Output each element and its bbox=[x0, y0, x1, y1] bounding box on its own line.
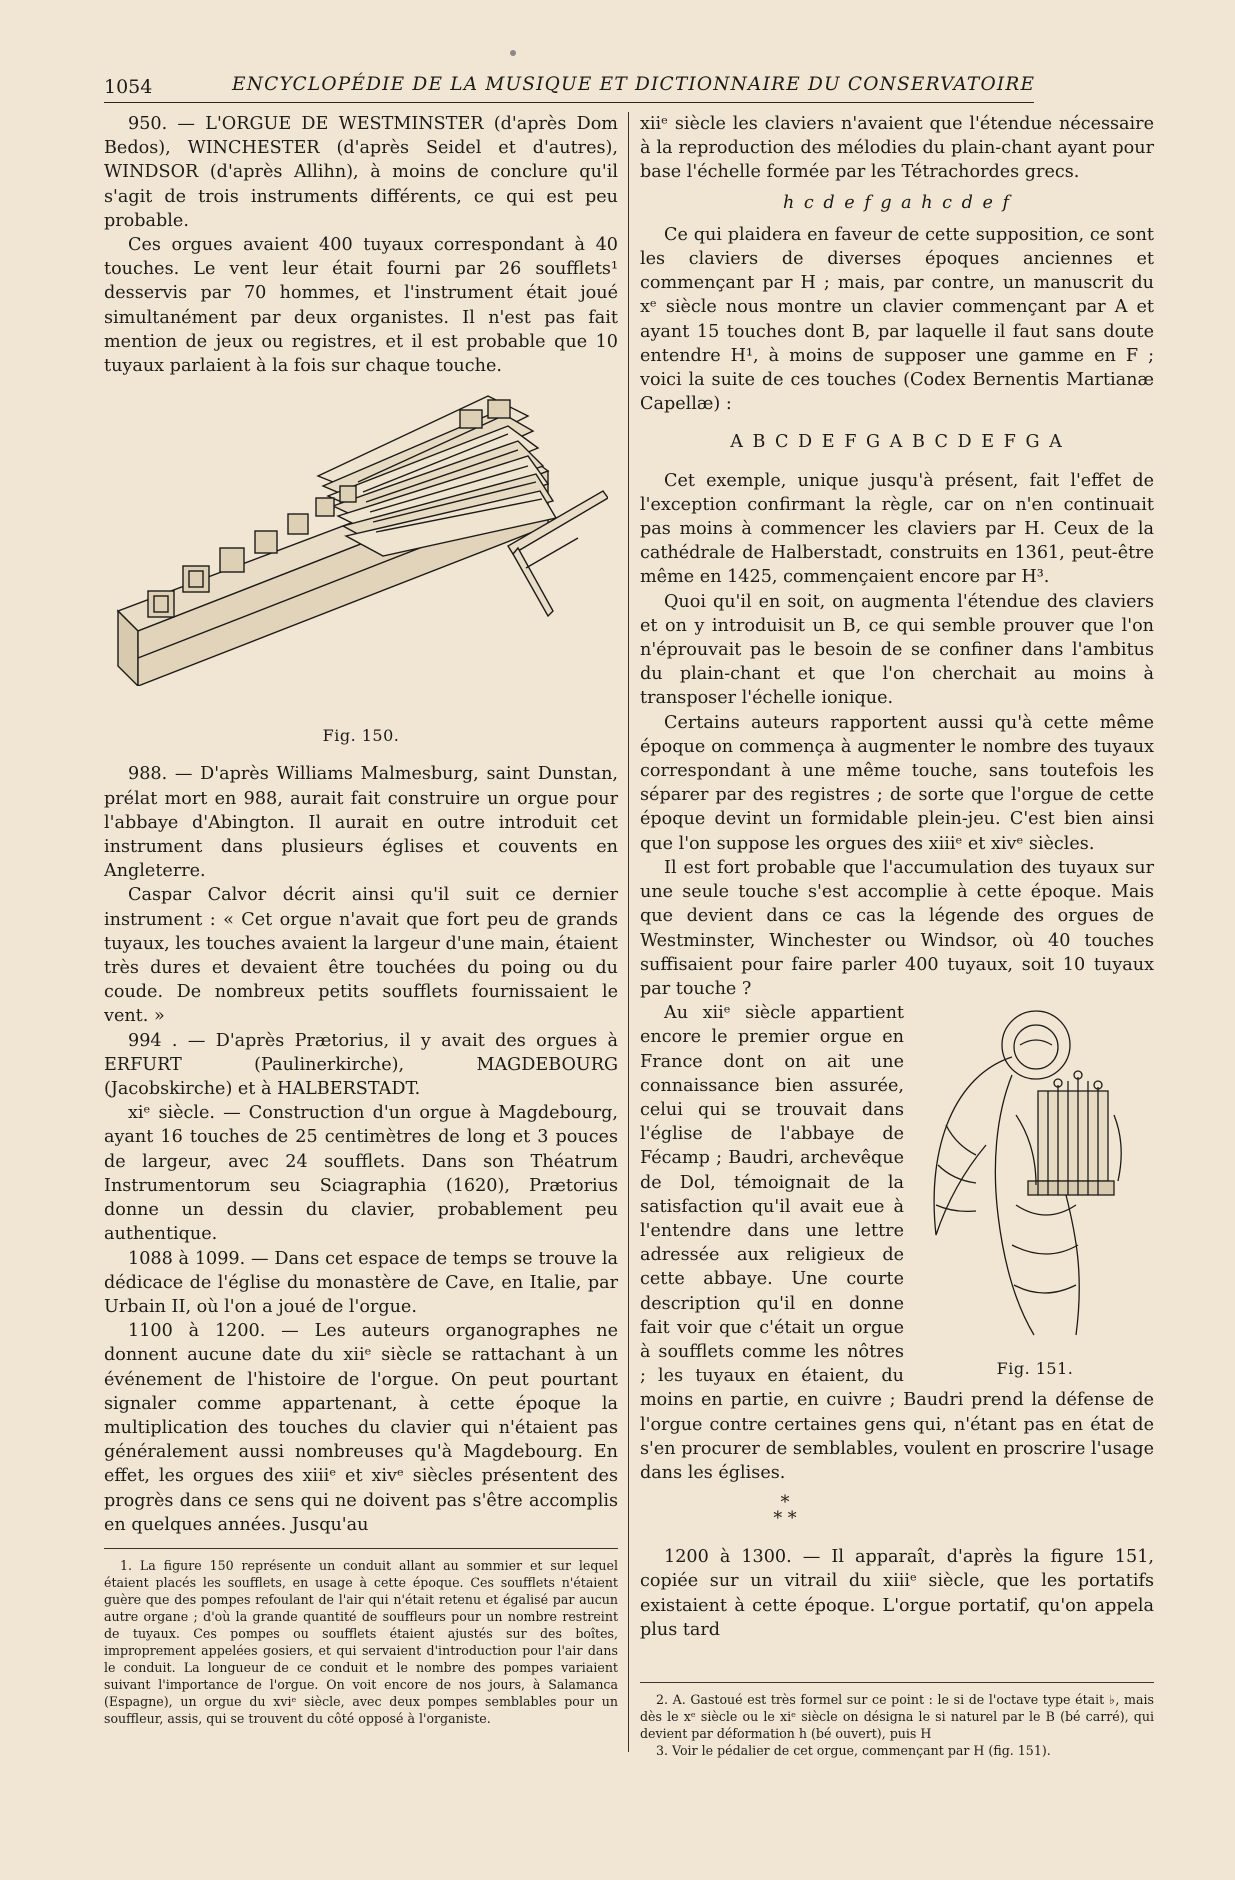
paragraph-994: 994 . — D'après Prætorius, il y avait des orgues à ERFURT (Paulinerkirche), MAGDEBOURG (Jacobskirche) et à HALBERSTADT. bbox=[104, 1030, 618, 1100]
right-column bbox=[640, 112, 1154, 1642]
paragraph-xii-fecamp: Au xiiᵉ siècle appartient encore le premier orgue en France dont on ait une connaissance bien assurée, celui qui se trouvait dans l'église de l'abbaye de Fécamp ; Baudri, archevêque de Dol, témoignait de la satisfaction qu'il avait eue à l'entendre dans une lettre adressée aux religieux de cette abbaye. Une courte description qu'il en donne fait voir que c'était un orgue à soufflets comme les nôtres ; les tuyaux en étaient, du moins en partie, en cuivre ; Baudri prend la défense de l'orgue contre certaines gens qui, n'étant pas en état de s'en procurer de semblables, voulent en proscrire l'usage dans les églises. bbox=[640, 1003, 1154, 1483]
column-divider bbox=[628, 112, 629, 1752]
paragraph-certains: Certains auteurs rapportent aussi qu'à cette même époque on commença à augmenter le nombre des tuyaux correspondant à une même touche, sans toutefois les séparer par des registres ; de sorte que l'orgue de cette époque devint un formidable plein-jeu. C'est bien ainsi que l'on suppose les orgues des xiiiᵉ et xivᵉ siècles. bbox=[640, 712, 1154, 854]
figure-151 bbox=[916, 1005, 1154, 1385]
paragraph-plaidera: Ce qui plaidera en faveur de cette supposition, ce sont les claviers de diverses époques anciennes et commençant par H ; mais, par contre, un manuscrit du xᵉ siècle nous montre un clavier commençant par A et ayant 15 touches dont B, par laquelle il faut sans doute entendre H¹, à moins de supposer une gamme en F ; voici la suite de ces touches (Codex Bernentis Martianæ Capellæ) : bbox=[640, 224, 1154, 415]
organ-bellows-illustration bbox=[108, 386, 608, 686]
ink-mark bbox=[510, 50, 516, 56]
footnotes-right bbox=[640, 1682, 1154, 1759]
paragraph-950-detail: Ces orgues avaient 400 tuyaux correspondant à 40 touches. Le vent leur était fourni par 26 soufflets¹ desservis par 70 hommes, et l'instrument était joué simultanément par deux organistes. Il n'est pas fait mention de jeux ou registres, et il est probable que 10 tuyaux parlaient à la fois sur chaque touche. bbox=[104, 235, 618, 377]
footnote-3: 3. Voir le pédalier de cet orgue, commençant par H (fig. 151). bbox=[656, 1743, 1051, 1758]
footnotes-left bbox=[104, 1548, 618, 1727]
paragraph-950: 950. — L'ORGUE DE WESTMINSTER (d'après Dom Bedos), WINCHESTER (d'après Seidel et d'autres), WINDSOR (d'après Allihn), à moins de conclure qu'il s'agit de trois instruments différents, ce qui est peu probable. bbox=[104, 114, 618, 231]
figure-150 bbox=[104, 386, 618, 718]
footnote-2: 2. A. Gastoué est très formel sur ce point : le si de l'octave type était ♭, mais dès le xᵉ siècle ou le xiᵉ siècle on désigna le si naturel par le B (bé carré), qui devient par déformation h (bé ouvert), puis H bbox=[640, 1692, 1154, 1741]
paragraph-quoi: Quoi qu'il en soit, on augmenta l'étendue des claviers et on y introduisit un B, ce qui semble prouver que l'on n'éprouvait pas le besoin de se confiner dans l'ambitus du plain-chant et que l'on cherchait au moins à transposer l'échelle ionique. bbox=[640, 591, 1154, 709]
fig151-wrap bbox=[640, 1001, 1154, 1642]
footnote-1: 1. La figure 150 représente un conduit allant au sommier et sur lequel étaient placés les soufflets, en usage à cette époque. Ces soufflets n'étaient guère que des pompes refoulant de l'air qui n'était retenu et égalisé par aucun autre organe ; d'où la grande quantité de souffleurs pour un nombre restreint de tuyaux. Ces pompes ou soufflets étaient ajustés sur des boîtes, improprement appelées gosiers, et qui servaient d'introduction pour l'air dans le conduit. La longueur de ce conduit et le nombre des pompes variaient suivant l'importance de l'orgue. On voit encore de nos jours, à Salamanca (Espagne), un orgue du xviᵉ siècle, avec deux pompes semblables pour un souffleur, assis, qui se trouvent du côté opposé à l'organiste. bbox=[104, 1558, 618, 1726]
page-header bbox=[104, 74, 1034, 103]
left-column bbox=[104, 112, 618, 1537]
figure-150-caption: Fig. 150. bbox=[322, 726, 400, 746]
paragraph-988: 988. — D'après Williams Malmesburg, saint Dunstan, prélat mort en 988, aurait fait construire un orgue pour l'abbaye d'Abington. Il aurait en outre introduit cet instrument dans plusieurs églises et couvents en Angleterre. bbox=[104, 764, 618, 882]
paragraph-1200: 1200 à 1300. — Il apparaît, d'après la figure 151, copiée sur un vitrail du xiiiᵉ siècle, que les portatifs existaient à cette époque. L'orgue portatif, qu'on appela plus tard bbox=[640, 1547, 1154, 1640]
page-number: 1054 bbox=[104, 76, 153, 98]
paragraph-exemple: Cet exemple, unique jusqu'à présent, fait l'effet de l'exception confirmant la règle, car on n'en continuait pas moins à commencer les claviers par H. Ceux de la cathédrale de Halberstadt, construits en 1361, peut-être même en 1425, commençaient encore par H³. bbox=[640, 470, 1154, 588]
scale-h-series: h c d e f g a h c d e f bbox=[782, 192, 1011, 213]
angel-portative-organ-illustration bbox=[916, 1005, 1154, 1345]
paragraph-1100: 1100 à 1200. — Les auteurs organographes ne donnent aucune date du xiiᵉ siècle se rattachant à un événement de l'histoire de l'orgue. On peut pourtant signaler comme appartenant, à cette époque la multiplication des touches du clavier qui n'étaient pas généralement aussi nombreuses qu'à Magdebourg. En effet, les orgues des xiiiᵉ et xivᵉ siècles présentent des progrès dans ce sens qui ne doivent pas s'être accomplis en quelques années. Jusqu'au bbox=[104, 1321, 618, 1535]
figure-151-caption: Fig. 151. bbox=[996, 1359, 1074, 1379]
paragraph-1088: 1088 à 1099. — Dans cet espace de temps se trouve la dédicace de l'église du monastère de Cave, en Italie, par Urbain II, où l'on a joué de l'orgue. bbox=[104, 1248, 618, 1317]
paragraph-calvor: Caspar Calvor décrit ainsi qu'il suit ce dernier instrument : « Cet orgue n'avait que fort peu de grands tuyaux, les touches avaient la largeur d'une main, étaient très dures et devaient être touchées du poing ou du coude. De nombreux petits soufflets fournissaient le vent. » bbox=[104, 885, 618, 1027]
scale-a-series: A B C D E F G A B C D E F G A bbox=[730, 432, 1064, 453]
section-asterism: * * * bbox=[773, 1493, 797, 1530]
paragraph-probable: Il est fort probable que l'accumulation des tuyaux sur une seule touche s'est accomplie à cette époque. Mais que devient dans ce cas la légende des orgues de Westminster, Winchester ou Windsor, où 40 touches suffisaient pour faire parler 400 tuyaux, soit 10 tuyaux par touche ? bbox=[640, 857, 1154, 999]
running-title: ENCYCLOPÉDIE DE LA MUSIQUE ET DICTIONNAIRE DU CONSERVATOIRE bbox=[232, 74, 1036, 95]
paragraph-xi-siecle: xiᵉ siècle. — Construction d'un orgue à Magdebourg, ayant 16 touches de 25 centimètres de long et 3 pouces de largeur, avec 24 soufflets. Dans son Théatrum Instrumentorum seu Sciagraphia (1620), Prætorius donne un dessin du clavier, probablement peu authentique. bbox=[104, 1103, 618, 1245]
paragraph-continuation: xiiᵉ siècle les claviers n'avaient que l'étendue nécessaire à la reproduction des mélodies du plain-chant ayant pour base l'échelle formée par les Tétrachordes grecs. bbox=[640, 114, 1154, 183]
